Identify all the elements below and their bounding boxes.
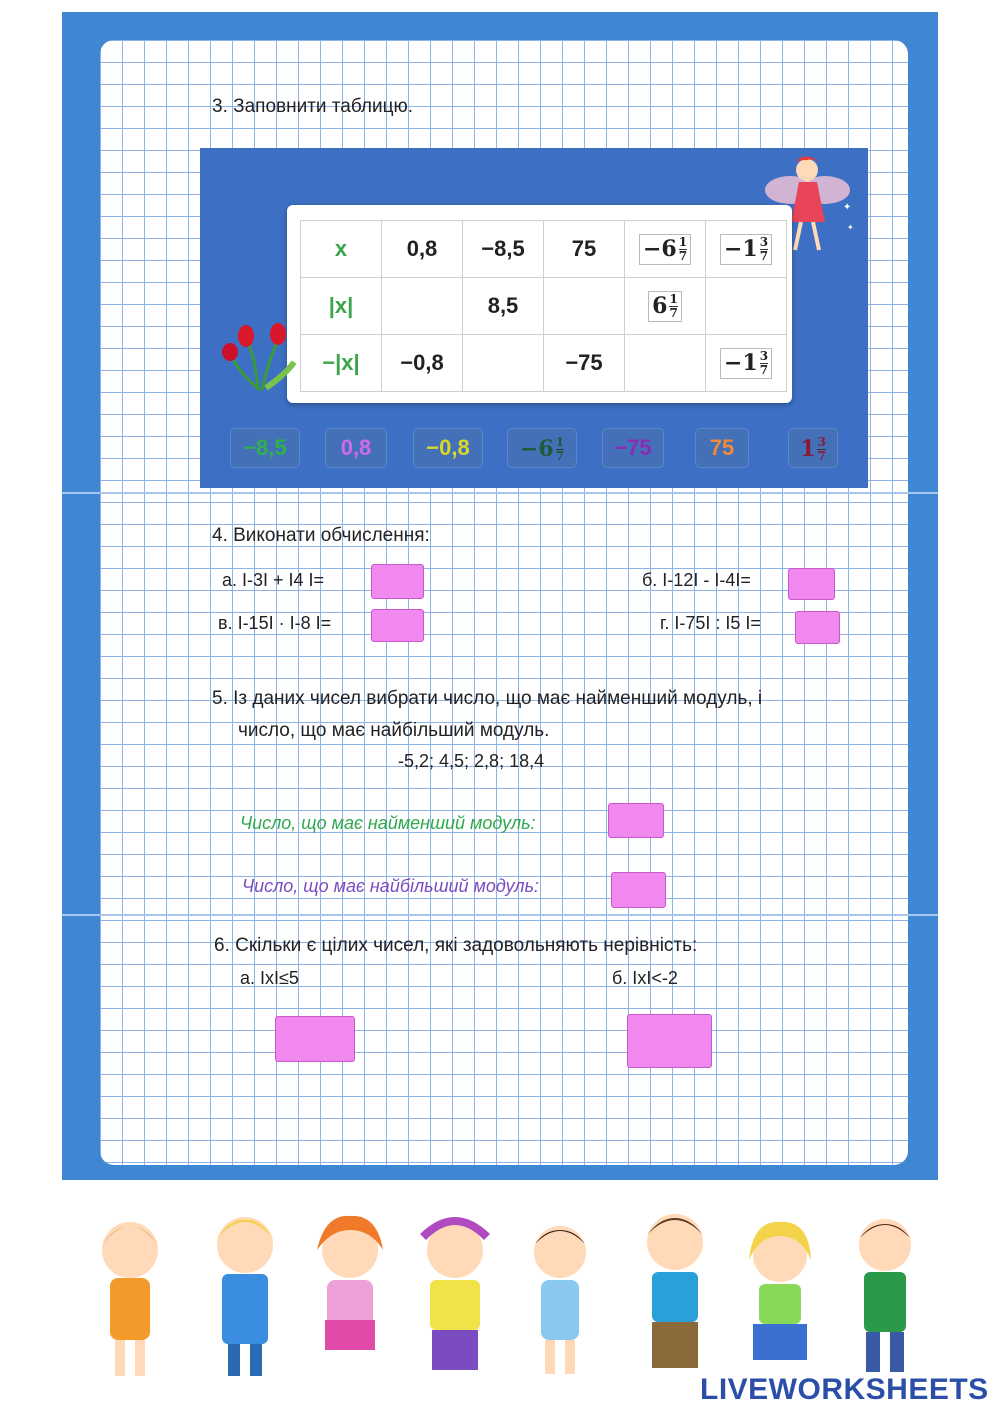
table-cell: −0,8 <box>382 335 463 392</box>
answer-chip[interactable]: 1 3 7 <box>788 428 838 468</box>
task5-line2: число, що має найбільший модуль. <box>238 720 550 741</box>
task6-title: 6. Скільки є цілих чисел, які задовольняють нерівність: <box>214 935 698 956</box>
answer-box-4a[interactable] <box>371 564 424 599</box>
table-cell: −75 <box>544 335 625 392</box>
answer-chip[interactable]: −8,5 <box>230 428 300 468</box>
task4-g: г. I-75I : I5 I= <box>660 613 761 633</box>
task5-line1: 5. Із даних чисел вибрати число, що має найменший модуль, і <box>212 688 763 709</box>
answer-box-4b[interactable] <box>788 568 835 600</box>
answer-chip[interactable]: −75 <box>602 428 664 468</box>
drop-cell[interactable] <box>544 278 625 335</box>
row-header-x: x <box>301 221 382 278</box>
section-divider <box>62 492 938 494</box>
answer-box-4v[interactable] <box>371 609 424 642</box>
task4-v: в. I-15I · I-8 I= <box>218 613 332 633</box>
table-cell <box>625 221 706 278</box>
drop-cell[interactable] <box>706 278 787 335</box>
table-cell <box>706 221 787 278</box>
task6-b: б. IxI<-2 <box>612 968 678 988</box>
children-illustration <box>85 1200 945 1390</box>
table-row <box>301 278 787 335</box>
table-cell: 75 <box>544 221 625 278</box>
tulip-illustration <box>218 312 298 392</box>
fraction: −1 3 7 <box>720 348 772 379</box>
section-divider <box>62 914 938 916</box>
answer-chip[interactable]: 0,8 <box>325 428 387 468</box>
answer-chip[interactable]: −6 1 7 <box>507 428 577 468</box>
answer-box-6a[interactable] <box>275 1016 355 1062</box>
modulus-table <box>300 220 787 392</box>
table-cell <box>625 278 706 335</box>
drop-cell[interactable] <box>382 278 463 335</box>
table-row <box>301 335 787 392</box>
svg-text:✦: ✦ <box>843 202 852 213</box>
task4-a: а. I-3I + I4 I= <box>222 570 325 590</box>
table-cell <box>706 335 787 392</box>
answer-chip[interactable]: −0,8 <box>413 428 483 468</box>
fraction: 6 1 7 <box>648 291 682 322</box>
answer-chip[interactable]: 75 <box>695 428 749 468</box>
fraction: −6 1 7 <box>639 234 691 265</box>
task4-b: б. I-12I - I-4I= <box>642 570 751 590</box>
task5-numbers: -5,2; 4,5; 2,8; 18,4 <box>398 751 545 771</box>
max-modulus-label: Число, що має найбільший модуль: <box>242 876 540 896</box>
row-header-abs: |x| <box>301 278 382 335</box>
answer-box-6b[interactable] <box>627 1014 712 1068</box>
table-cell: 0,8 <box>382 221 463 278</box>
drop-cell[interactable] <box>463 335 544 392</box>
drop-cell[interactable] <box>625 335 706 392</box>
answer-box-min[interactable] <box>608 803 664 838</box>
answer-box-max[interactable] <box>611 872 666 908</box>
table-row <box>301 221 787 278</box>
task3-title: 3. Заповнити таблицю. <box>212 96 414 117</box>
task4-title: 4. Виконати обчислення: <box>212 525 430 546</box>
table-cell: −8,5 <box>463 221 544 278</box>
fraction: −1 3 7 <box>720 234 772 265</box>
table-cell: 8,5 <box>463 278 544 335</box>
min-modulus-label: Число, що має найменший модуль: <box>240 813 536 833</box>
liveworksheets-logo: LIVEWORKSHEETS <box>700 1373 989 1406</box>
task6-a: а. IxI≤5 <box>240 968 299 988</box>
svg-text:✦: ✦ <box>847 223 854 232</box>
row-header-neg-abs: −|x| <box>301 335 382 392</box>
answer-box-4g[interactable] <box>795 611 840 644</box>
